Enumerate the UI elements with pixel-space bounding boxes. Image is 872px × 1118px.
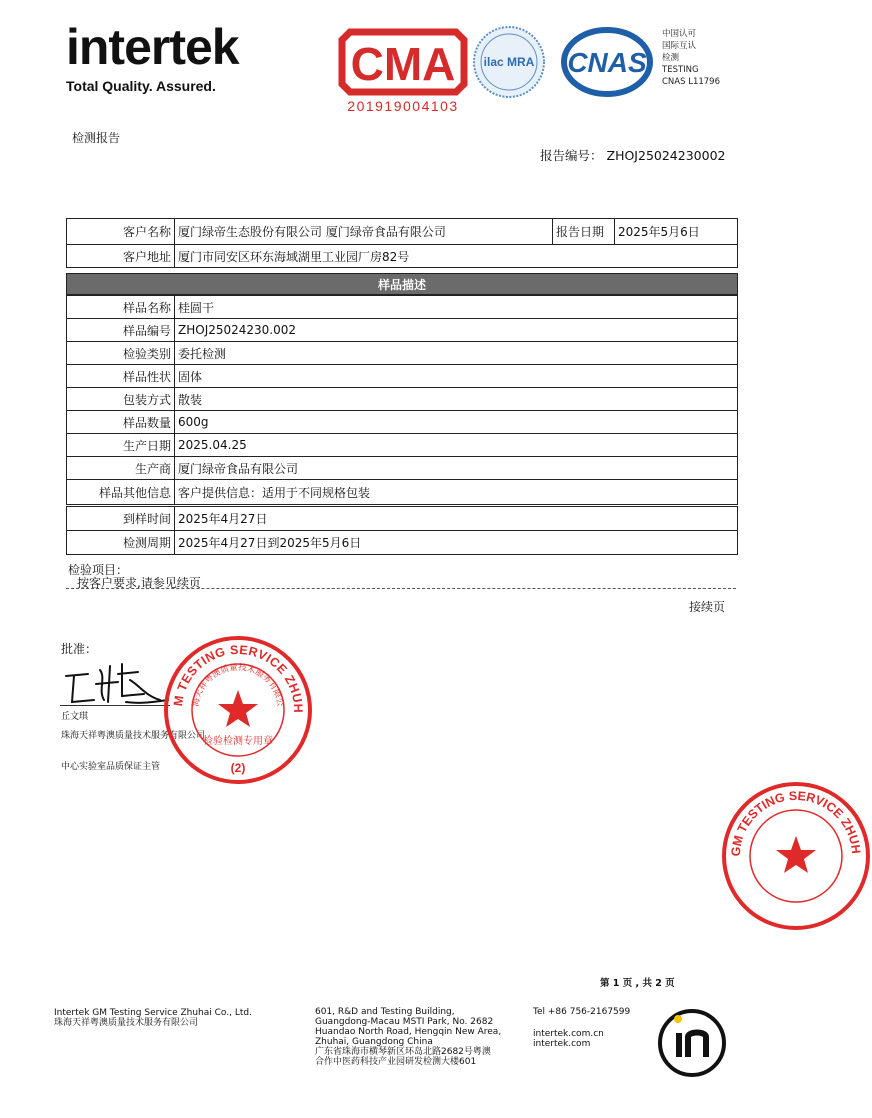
cnas-line: 国际互认: [662, 41, 697, 51]
ilac-label: ilac MRA: [483, 55, 535, 69]
table-row: [67, 296, 738, 319]
footer-company-en: Intertek GM Testing Service Zhuhai Co., Ltd.: [54, 1008, 252, 1018]
brand-wordmark: intertek: [66, 19, 239, 75]
brand-tagline: Total Quality. Assured.: [66, 78, 216, 94]
report-date-value: 2025年5月6日: [615, 219, 738, 245]
address-line: 601, R&D and Testing Building,: [315, 1007, 455, 1017]
sample-label: 包装方式: [67, 388, 175, 411]
cma-number: 201919004103: [347, 98, 459, 114]
footer-company-cn: 珠海天祥粤澳质量技术服务有限公司: [54, 1018, 199, 1028]
address-line: 合作中医药科技产业园研发检测大楼601: [315, 1057, 477, 1067]
seal-outer-text: M TESTING SERVICE ZHUH: [170, 642, 306, 714]
table-row: [67, 245, 738, 268]
handwritten-signature: [60, 656, 170, 708]
sample-value: 固体: [175, 365, 738, 388]
table-row: [67, 319, 738, 342]
seal-icon: [162, 634, 314, 786]
report-number: [540, 146, 725, 164]
sample-value: 厦门绿帝食品有限公司: [175, 457, 738, 480]
sample-value: 桂圆干: [175, 296, 738, 319]
cnas-line: TESTING: [662, 65, 699, 75]
table-row: [67, 434, 738, 457]
test-items-text: 按客户要求,请参见续页: [77, 576, 201, 590]
sample-value: 散装: [175, 388, 738, 411]
cnas-logo: [562, 27, 652, 97]
table-row: [67, 219, 738, 245]
cnas-accreditation-text: [662, 28, 742, 88]
footer-company: [54, 1008, 252, 1028]
seal-bottom-text: 检验检测专用章: [203, 736, 273, 747]
test-period-label: 检测周期: [67, 531, 175, 555]
sample-label: 生产日期: [67, 434, 175, 457]
official-seal: [162, 634, 314, 786]
ilac-mra-logo: [471, 24, 547, 100]
table-row: [67, 388, 738, 411]
signer-name: 丘文琪: [61, 712, 89, 722]
seal-icon: [720, 780, 872, 932]
address-line: Zhuhai, Guangdong China: [315, 1037, 433, 1047]
cnas-mark-icon: [562, 27, 652, 97]
in-logo-icon: [656, 1007, 728, 1079]
cnas-line: 中国认可: [662, 29, 697, 39]
table-row: [67, 531, 738, 555]
footer-contact: [533, 1007, 630, 1049]
seal-number: (2): [230, 761, 246, 775]
received-date-value: 2025年4月27日: [175, 507, 738, 531]
cma-mark-icon: [336, 26, 470, 98]
sample-label: 样品性状: [67, 365, 175, 388]
cnas-line: CNAS L11796: [662, 77, 720, 87]
client-name-value: 厦门绿帝生态股份有限公司 厦门绿帝食品有限公司: [175, 219, 553, 245]
sample-label: 样品其他信息: [67, 480, 175, 505]
test-items-label: 检验项目：: [68, 563, 129, 577]
dashed-divider: [66, 588, 736, 589]
table-row: [67, 507, 738, 531]
footer-web-link[interactable]: intertek.com: [533, 1039, 591, 1049]
seal-inner-text: 海天祥粤澳质量技术服务有限公: [191, 662, 285, 708]
cma-logo: [336, 26, 470, 112]
table-row: [67, 480, 738, 505]
sample-label: 生产商: [67, 457, 175, 480]
cnas-line: 检测: [662, 53, 680, 63]
partial-seal: [720, 780, 872, 932]
seal-star-icon: [776, 836, 816, 873]
table-row: [67, 411, 738, 434]
received-date-label: 到样时间: [67, 507, 175, 531]
signature-line: [60, 705, 170, 706]
continued-note: 接续页: [689, 600, 726, 614]
client-address-label: 客户地址: [67, 245, 175, 268]
report-type: 检测报告: [72, 131, 121, 145]
sample-description-header: 样品描述: [66, 273, 738, 295]
sample-value: ZHOJ25024230.002: [175, 319, 738, 342]
sample-label: 样品编号: [67, 319, 175, 342]
sample-label: 样品数量: [67, 411, 175, 434]
address-line: Guangdong-Macau MSTI Park, No. 2682: [315, 1017, 494, 1027]
client-name-label: 客户名称: [67, 219, 175, 245]
ilac-mra-icon: [471, 24, 547, 100]
footer-address: [315, 1007, 530, 1067]
cma-label: CMA: [350, 38, 456, 90]
report-number-label: 报告编号：: [540, 148, 603, 163]
address-line: Huandao North Road, Hengqin New Area,: [315, 1027, 502, 1037]
sample-label: 样品名称: [67, 296, 175, 319]
approval-label: 批准：: [61, 642, 98, 656]
signature-icon: [60, 656, 170, 708]
signer-role: 中心实验室品质保证主管: [61, 762, 161, 772]
table-row: [67, 342, 738, 365]
cnas-label: CNAS: [567, 47, 647, 78]
seal-star-icon: [218, 690, 258, 727]
report-date-label: 报告日期: [553, 219, 615, 245]
test-period-value: 2025年4月27日到2025年5月6日: [175, 531, 738, 555]
sample-description-table: [66, 295, 738, 505]
svg-text:INTERTEK GM TESTING SERVICE ZH: [720, 780, 863, 857]
test-dates-table: [66, 506, 738, 555]
intertek-in-logo: [656, 1007, 728, 1079]
client-info-table: [66, 218, 738, 268]
address-line: 广东省珠海市横琴新区环岛北路2682号粤澳: [315, 1047, 491, 1057]
table-row: [67, 365, 738, 388]
sample-value: 600g: [175, 411, 738, 434]
footer-tel: Tel +86 756-2167599: [533, 1007, 631, 1017]
signer-company: 珠海天祥粤澳质量技术服务有限公司: [61, 731, 206, 741]
client-address-value: 厦门市同安区环东海域湖里工业园厂房82号: [175, 245, 738, 268]
report-number-value: ZHOJ25024230002: [606, 148, 726, 163]
sample-value: 委托检测: [175, 342, 738, 365]
sample-value: 客户提供信息：适用于不同规格包装: [175, 480, 738, 505]
page-number: 第 1 页 , 共 2 页: [600, 978, 675, 989]
intertek-logo: [66, 19, 276, 102]
footer-web-link[interactable]: intertek.com.cn: [533, 1029, 604, 1039]
sample-label: 检验类别: [67, 342, 175, 365]
sample-value: 2025.04.25: [175, 434, 738, 457]
table-row: [67, 457, 738, 480]
seal-outer-text: GM TESTING SERVICE ZHUH: [728, 788, 864, 857]
